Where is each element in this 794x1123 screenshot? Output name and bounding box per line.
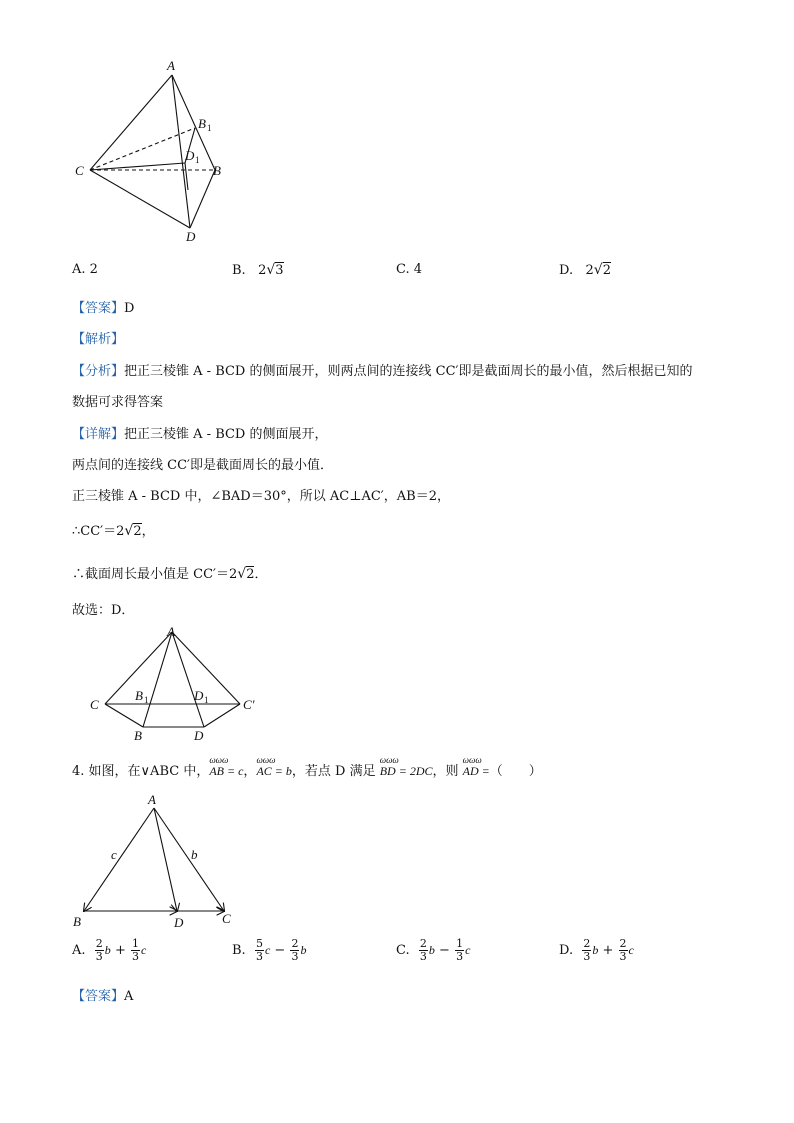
label-D1-2-sub: 1 xyxy=(204,695,209,705)
analysis-line-1: 【分析】把正三棱锥 A - BCD 的侧面展开，则两点间的连接线 CC′即是截面周长的最小值，然后根据已知的 xyxy=(72,364,693,379)
analysis-heading: 【解析】 xyxy=(72,332,125,347)
label-D1-2: D xyxy=(194,688,204,703)
option-c: C. 4 xyxy=(396,262,423,277)
label-D1-sub: 1 xyxy=(195,155,200,165)
label-c-vec: c xyxy=(111,847,117,862)
q4-option-d: D. $\frac{2}{3}$ b + $\frac{2}{3}$ c xyxy=(559,937,634,963)
answer-4-line: 【答案】A xyxy=(72,989,134,1004)
label-C3: C xyxy=(222,911,231,926)
answer-tag: 【答案】 xyxy=(72,301,125,316)
detail-line-4: ∴CC′＝2√2， xyxy=(72,523,155,539)
answer-4-tag: 【答案】 xyxy=(72,989,125,1004)
detail-line-3: 正三棱锥 A - BCD 中，∠BAD＝30°，所以 AC⊥AC′，AB＝2， xyxy=(72,489,450,504)
detail-line-2: 两点间的连接线 CC′即是截面周长的最小值． xyxy=(72,458,333,473)
question-4: 4. 如图，在∨ABC 中， ωωω AB = c， ωωω AC = b，若点 D 满足 ωωω BD = 2DC，则 ωωω AD =（ ） xyxy=(72,755,542,779)
detail-line-5: ∴截面周长最小值是 CC′＝2√2． xyxy=(72,566,268,582)
label-B: B xyxy=(213,163,221,178)
label-A3: A xyxy=(148,792,156,807)
q4-option-c: C. $\frac{2}{3}$ b − $\frac{1}{3}$ c xyxy=(396,937,471,963)
label-C: C xyxy=(75,163,84,178)
answer-line: 【答案】D xyxy=(72,301,135,316)
triangle-figure xyxy=(0,790,794,940)
label-Cp: C′ xyxy=(243,697,255,712)
label-b-vec: b xyxy=(191,847,198,862)
analysis-line-2: 数据可求得答案 xyxy=(72,395,164,410)
label-D3: D xyxy=(174,915,184,930)
net-figure xyxy=(0,620,794,750)
q4-option-a: A. $\frac{2}{3}$ b + $\frac{1}{3}$ c xyxy=(72,937,147,963)
label-B3: B xyxy=(73,914,81,929)
option-a: A. 2 xyxy=(72,262,98,277)
label-A2: A xyxy=(167,624,175,639)
label-D: D xyxy=(186,229,196,244)
pyramid-figure xyxy=(0,0,794,260)
option-d: D. 2√2 xyxy=(559,262,611,278)
label-D2: D xyxy=(194,728,204,743)
detail-line-1: 【详解】把正三棱锥 A - BCD 的侧面展开， xyxy=(72,427,328,442)
label-D1: D xyxy=(185,148,195,163)
label-A: A xyxy=(167,58,175,73)
label-C2: C xyxy=(90,697,99,712)
label-B1-2: B xyxy=(135,688,143,703)
q4-option-b: B. $\frac{5}{3}$ c − $\frac{2}{3}$ b xyxy=(232,937,307,963)
label-B1: B xyxy=(198,116,206,131)
choose-line: 故选：D． xyxy=(72,603,135,618)
label-B2: B xyxy=(134,728,142,743)
option-b: B. 2√3 xyxy=(232,262,284,278)
label-B1-2-sub: 1 xyxy=(144,695,149,705)
label-B1-sub: 1 xyxy=(207,123,212,133)
